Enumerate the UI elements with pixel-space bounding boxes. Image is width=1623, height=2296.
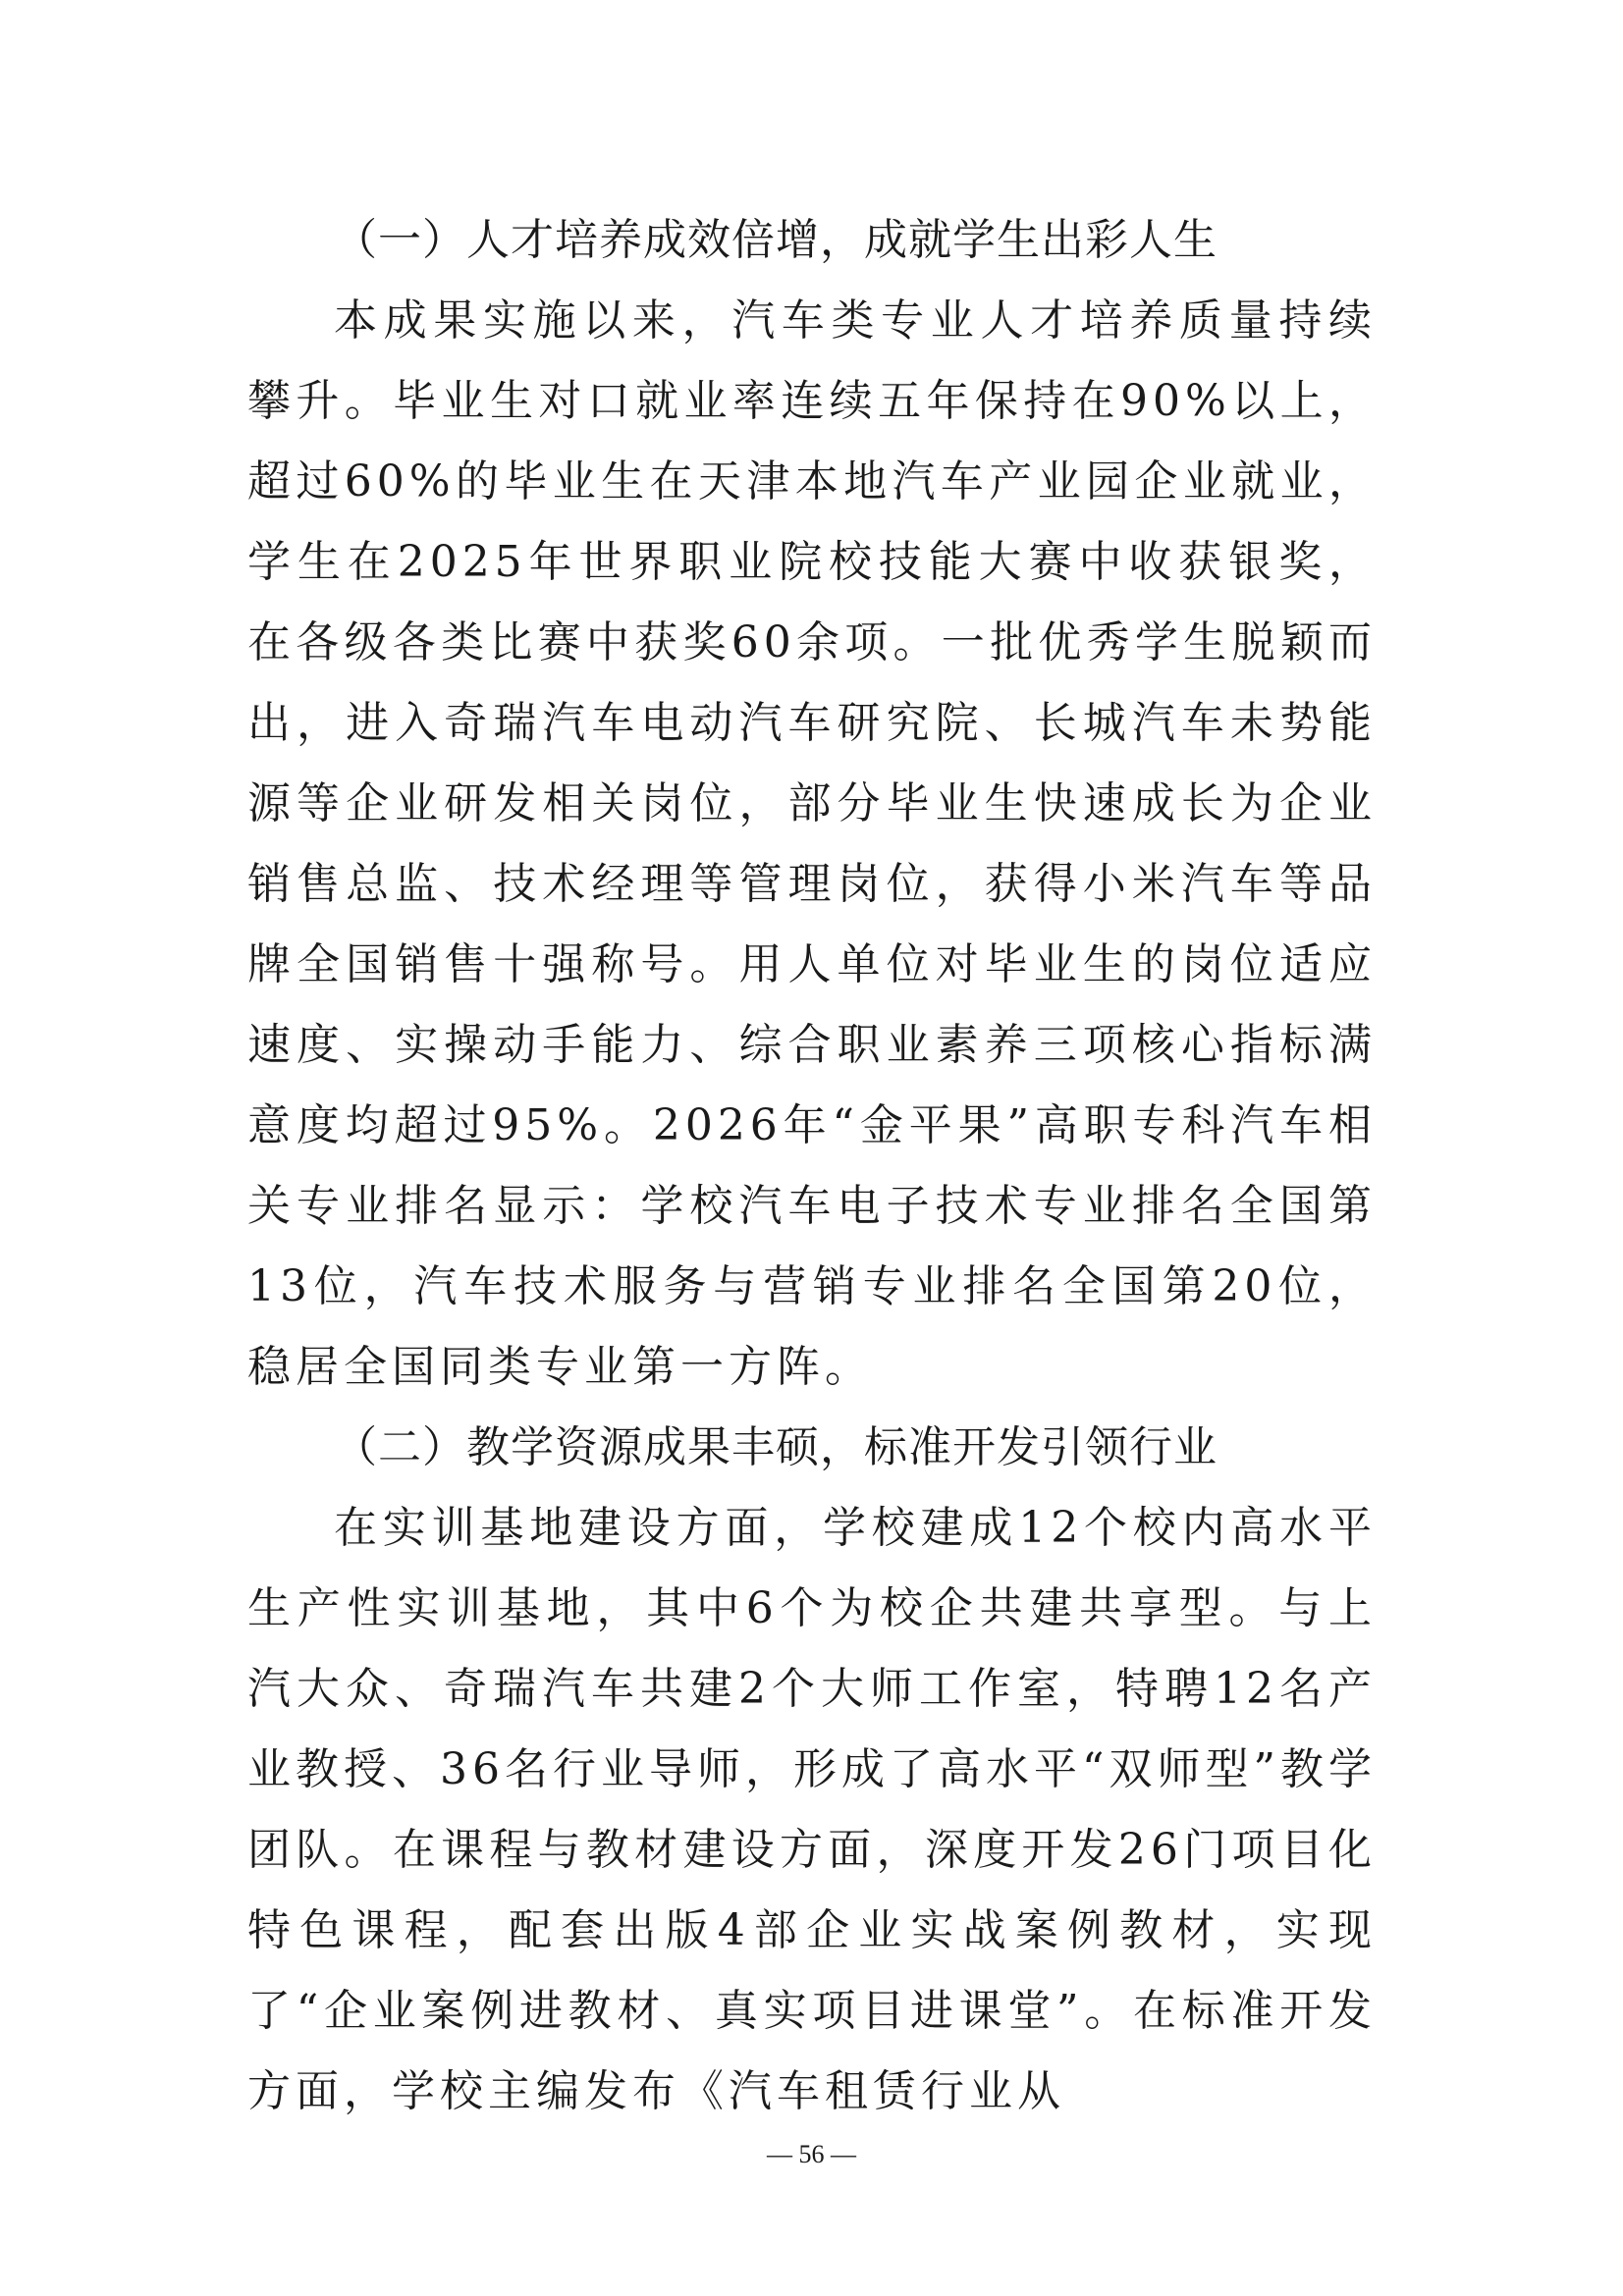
document-body (247, 200, 1377, 2132)
page-number: — 56 — (767, 2140, 856, 2168)
section-heading-teaching-resources: （二）教学资源成果丰硕，标准开发引领行业 (334, 1422, 1217, 1472)
paragraph-talent-cultivation: 本成果实施以来，汽车类专业人才培养质量持续攀升。毕业生对口就业率连续五年保持在90%以上，超过60%的毕业生在天津本地汽车产业园企业就业，学生在2025年世界职业院校技能大赛中收获银奖，在各级各类比赛中获奖60余项。一批优秀学生脱颖而出，进入奇瑞汽车电动汽车研究院、长城汽车未势能源等企业研发相关岗位，部分毕业生快速成长为企业销售总监、技术经理等管理岗位，获得小米汽车等品牌全国销售十强称号。用人单位对毕业生的岗位适应速度、实操动手能力、综合职业素养三项核心指标满意度均超过95%。2026年“金平果”高职专科汽车相关专业排名显示：学校汽车电子技术专业排名全国第13位，汽车技术服务与营销专业排名全国第20位，稳居全国同类专业第一方阵。 (247, 295, 1377, 1392)
section-heading-talent-cultivation: （一）人才培养成效倍增，成就学生出彩人生 (334, 215, 1217, 265)
paragraph-teaching-resources: 在实训基地建设方面，学校建成12个校内高水平生产性实训基地，其中6个为校企共建共享型。与上汽大众、奇瑞汽车共建2个大师工作室，特聘12名产业教授、36名行业导师，形成了高水平“双师型”教学团队。在课程与教材建设方面，深度开发26门项目化特色课程，配套出版4部企业实战案例教材，实现了“企业案例进教材、真实项目进课堂”。在标准开发方面，学校主编发布《汽车租赁行业从 (247, 1503, 1377, 2116)
